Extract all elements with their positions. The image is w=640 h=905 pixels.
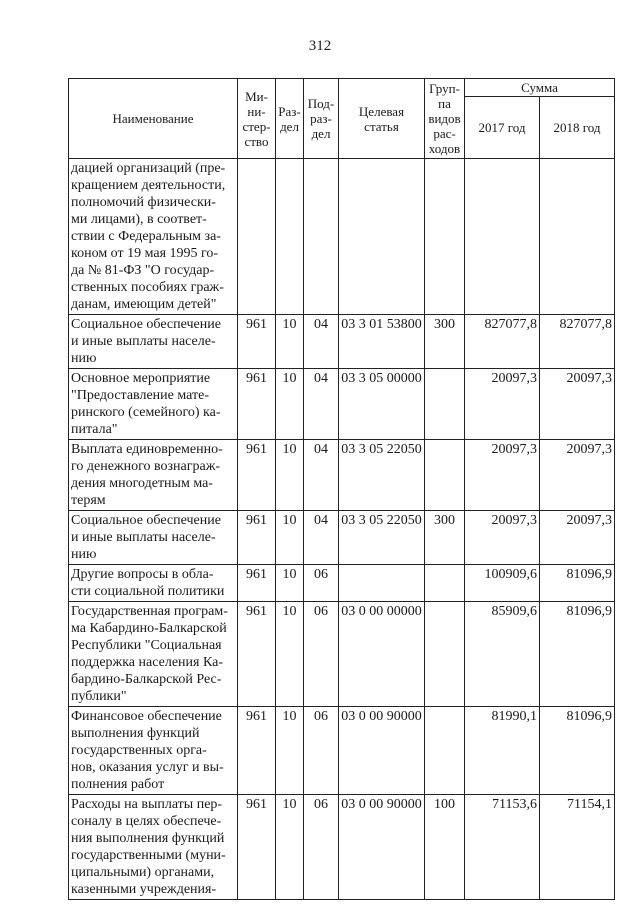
row-expense-group: 300 [425,315,465,369]
row-subsection: 04 [304,440,339,511]
row-ministry: 961 [238,795,276,900]
table-header [69,79,615,159]
header-expense-group: Груп- па видов рас- ходов [425,79,465,159]
row-target-article: 03 3 05 22050 [339,440,425,511]
row-section: 10 [276,602,304,707]
row-section: 10 [276,369,304,440]
row-subsection: 04 [304,315,339,369]
row-target-article: 03 0 00 90000 [339,707,425,795]
table-row [69,315,615,369]
row-subsection [304,159,339,315]
row-sum-2018: 20097,3 [540,440,615,511]
table-body [69,159,615,900]
row-ministry: 961 [238,511,276,565]
row-target-article: 03 0 00 00000 [339,602,425,707]
row-name: Выплата единовременно- го денежного вознаграж- дения многодетным ма- терям [69,440,238,511]
table-row [69,602,615,707]
row-expense-group [425,565,465,602]
table-row [69,565,615,602]
row-sum-2017: 71153,6 [465,795,540,900]
row-section: 10 [276,315,304,369]
row-expense-group [425,159,465,315]
row-expense-group [425,440,465,511]
row-subsection: 06 [304,602,339,707]
row-section: 10 [276,565,304,602]
row-section [276,159,304,315]
header-sum: Сумма [465,79,615,97]
row-sum-2017: 81990,1 [465,707,540,795]
budget-table [68,78,615,900]
row-sum-2017: 20097,3 [465,369,540,440]
row-name: Расходы на выплаты пер- соналу в целях обеспече- ния выполнения функций государственными (муни- ципальными) органами, казенными учреждения- [69,795,238,900]
row-sum-2017: 85909,6 [465,602,540,707]
header-target-article: Целевая статья [339,79,425,159]
row-subsection: 06 [304,565,339,602]
row-sum-2018: 20097,3 [540,511,615,565]
row-name: дацией организаций (пре- кращением деятельности, полномочий физически- ми лицами), в соответ- ствии с Федеральным за- коном от 19 мая 1995 го- да № 81-ФЗ "О государ- ственных пособиях граж- данам, имеющим детей" [69,159,238,315]
row-target-article: 03 3 05 00000 [339,369,425,440]
row-sum-2018: 71154,1 [540,795,615,900]
table-row [69,511,615,565]
header-year-2017: 2017 год [465,97,540,159]
row-name: Основное мероприятие "Предоставление мате- ринского (семейного) ка- питала" [69,369,238,440]
table-row [69,440,615,511]
row-name: Финансовое обеспечение выполнения функций государственных орга- нов, оказания услуг и вы- полнения работ [69,707,238,795]
row-sum-2017: 827077,8 [465,315,540,369]
row-target-article: 03 0 00 90000 [339,795,425,900]
header-name: Наименование [69,79,238,159]
row-ministry: 961 [238,369,276,440]
row-subsection: 04 [304,369,339,440]
header-section: Раз- дел [276,79,304,159]
table-row [69,707,615,795]
row-ministry: 961 [238,565,276,602]
row-sum-2017: 20097,3 [465,511,540,565]
row-section: 10 [276,511,304,565]
row-ministry [238,159,276,315]
row-subsection: 06 [304,795,339,900]
row-ministry: 961 [238,440,276,511]
row-section: 10 [276,440,304,511]
row-subsection: 04 [304,511,339,565]
row-ministry: 961 [238,602,276,707]
table-row [69,159,615,315]
row-name: Социальное обеспечение и иные выплаты населе- нию [69,315,238,369]
row-sum-2017 [465,159,540,315]
row-expense-group [425,602,465,707]
row-name: Социальное обеспечение и иные выплаты населе- нию [69,511,238,565]
row-target-article [339,565,425,602]
row-section: 10 [276,795,304,900]
row-expense-group: 100 [425,795,465,900]
page-number: 312 [308,38,332,54]
row-target-article: 03 3 05 22050 [339,511,425,565]
table-row [69,795,615,900]
row-ministry: 961 [238,315,276,369]
row-name: Другие вопросы в обла- сти социальной политики [69,565,238,602]
row-sum-2018: 81096,9 [540,602,615,707]
row-sum-2018 [540,159,615,315]
row-sum-2017: 100909,6 [465,565,540,602]
row-subsection: 06 [304,707,339,795]
row-sum-2018: 827077,8 [540,315,615,369]
row-sum-2017: 20097,3 [465,440,540,511]
row-target-article: 03 3 01 53800 [339,315,425,369]
row-expense-group [425,707,465,795]
row-target-article [339,159,425,315]
row-expense-group: 300 [425,511,465,565]
row-name: Государственная програм- ма Кабардино-Балкарской Республики "Социальная поддержка населения Ка- бардино-Балкарской Рес- публики" [69,602,238,707]
row-ministry: 961 [238,707,276,795]
header-ministry: Ми- ни- стер- ство [238,79,276,159]
row-sum-2018: 81096,9 [540,707,615,795]
header-year-2018: 2018 год [540,97,615,159]
row-sum-2018: 81096,9 [540,565,615,602]
header-subsection: Под- раз- дел [304,79,339,159]
row-section: 10 [276,707,304,795]
row-sum-2018: 20097,3 [540,369,615,440]
row-expense-group [425,369,465,440]
table-row [69,369,615,440]
